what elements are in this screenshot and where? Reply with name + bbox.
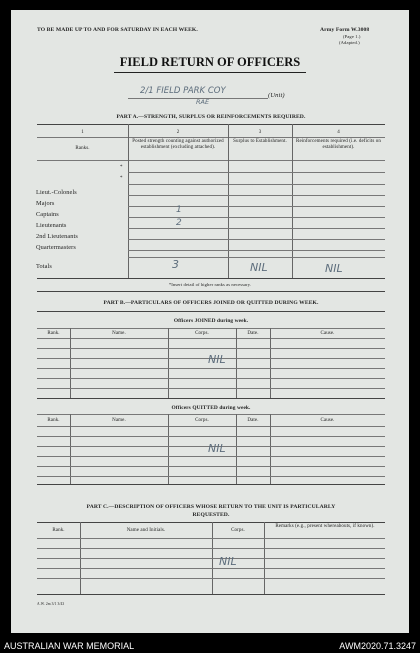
rank-lieutenants: Lieutenants (36, 222, 67, 229)
col-header-posted: Posted strength counting against authorized establishment (excluding attached). (132, 139, 224, 150)
form-number: Army Form W.3008 (320, 27, 370, 33)
rank-2nd-lieutenants: 2nd Lieutenants (36, 233, 78, 240)
quitted-col-name: Name. (112, 418, 126, 423)
lieutenants-count: 2 (176, 218, 182, 228)
captains-count: 1 (176, 205, 182, 215)
total-reinforcements: NIL (325, 262, 343, 275)
quitted-col-rank: Rank. (47, 418, 60, 423)
quitted-col-cause: Cause. (320, 418, 335, 423)
joined-col-date: Date. (247, 331, 259, 336)
total-surplus: NIL (250, 261, 268, 274)
unit-handwritten: 2/1 FIELD PARK COY (140, 86, 226, 96)
title-underline (114, 72, 306, 73)
col-number-4: 4 (337, 130, 340, 135)
form-page: (Page 1.) (343, 34, 361, 39)
star-mark-2: * (120, 176, 123, 181)
col-number-2: 2 (176, 130, 180, 135)
col-header-reinforcements: Reinforcements required (i.e. deficits on establishment). (296, 139, 381, 150)
rank-lieut-colonels: Lieut.-Colonels (36, 189, 77, 196)
joined-title: Officers JOINED during week. (173, 318, 249, 324)
part-a-heading: PART A.—STRENGTH, SURPLUS OR REINFORCEMENTS REQUIRED. (116, 114, 306, 120)
part-c-heading: PART C.—DESCRIPTION OF OFFICERS WHOSE RETURN TO THE UNIT IS PARTICULARLY (86, 504, 336, 510)
archive-footer (0, 636, 420, 653)
totals-label: Totals (36, 263, 52, 270)
joined-entry: NIL (208, 353, 226, 366)
rank-majors: Majors (36, 200, 55, 207)
quitted-col-date: Date. (247, 418, 259, 423)
archive-institution: AUSTRALIAN WAR MEMORIAL (4, 641, 135, 651)
quitted-col-corps: Corps. (195, 418, 209, 423)
form-title: FIELD RETURN OF OFFICERS (119, 55, 301, 69)
print-code: A.W. 2m 3/1 3/43 (37, 602, 65, 606)
unit-handwritten-2: RAE (196, 98, 210, 106)
unit-label: (Unit) (268, 92, 285, 99)
joined-col-cause: Cause. (320, 331, 335, 336)
star-mark-1: * (120, 165, 123, 170)
part-a-footnote: *Insert detail of higher ranks as necessary. (168, 282, 252, 287)
joined-col-name: Name. (112, 331, 126, 336)
part-c-col-rank: Rank. (52, 528, 65, 533)
quitted-title: Officers QUITTED during week. (171, 405, 251, 411)
rank-captains: Captains (36, 211, 59, 218)
col-header-surplus: Surplus to Establishment. (233, 139, 287, 144)
part-c-col-remarks: Remarks (e.g., present whereabouts, if known). (275, 524, 375, 529)
part-c-heading-2: REQUESTED. (192, 512, 230, 518)
form-adapted: (Adapted.) (339, 40, 360, 45)
total-posted: 3 (172, 258, 179, 271)
col-number-3: 3 (258, 130, 262, 135)
part-c-col-corps: Corps. (231, 528, 245, 533)
col-header-ranks: Ranks. (75, 146, 90, 151)
part-c-entry: NIL (219, 555, 237, 568)
part-b-heading: PART B.—PARTICULARS OF OFFICERS JOINED OR QUITTED DURING WEEK. (103, 300, 319, 306)
part-c-col-name: Name and Initials. (126, 528, 166, 533)
rank-quartermasters: Quartermasters (36, 244, 76, 251)
unit-line (128, 98, 268, 99)
quitted-entry: NIL (208, 442, 226, 455)
archive-accession: AWM2020.71.3247 (339, 641, 416, 651)
header-note: TO BE MADE UP TO AND FOR SATURDAY IN EACH WEEK. (37, 27, 198, 33)
joined-col-rank: Rank. (47, 331, 60, 336)
joined-col-corps: Corps. (195, 331, 209, 336)
col-number-1: 1 (81, 130, 84, 135)
